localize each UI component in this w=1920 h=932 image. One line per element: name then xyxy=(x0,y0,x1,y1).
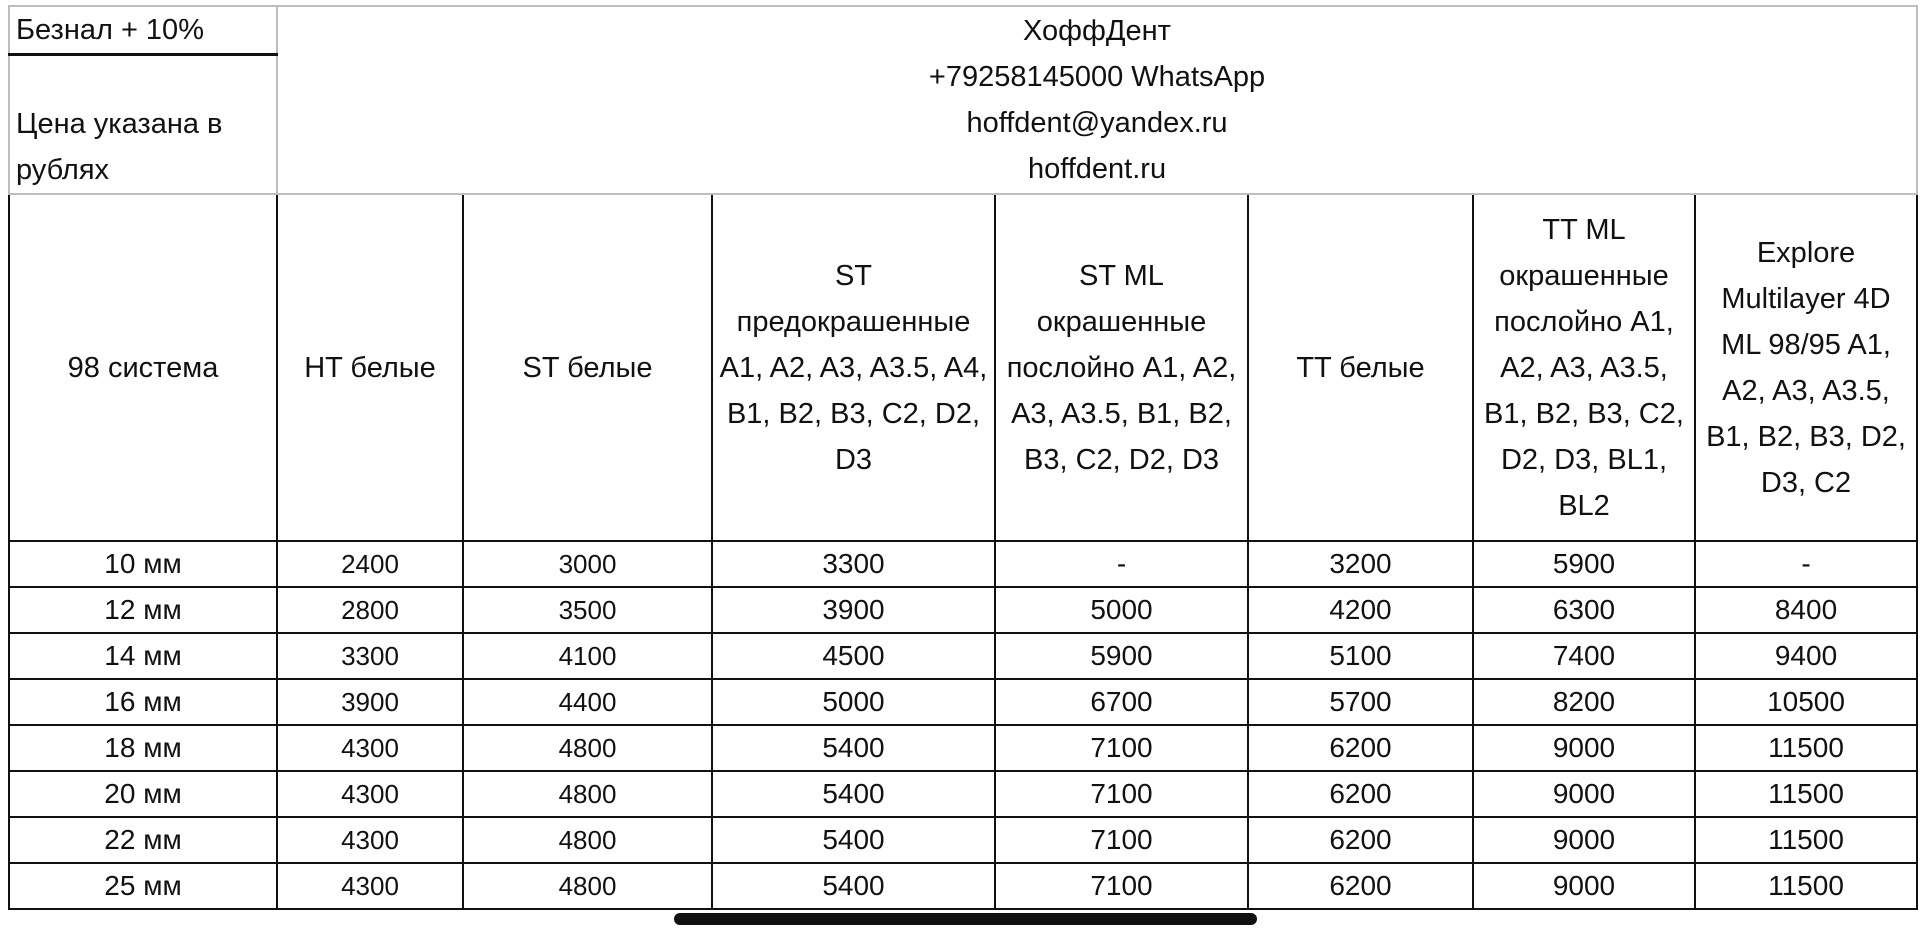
header-explore-ml: Explore Multilayer 4D ML 98/95 A1, A2, A3, A3.5, B1, B2, B3, D2, D3, C2 xyxy=(1695,194,1917,541)
price-cell: 7100 xyxy=(995,771,1248,817)
phone-number: +79258145000 WhatsApp xyxy=(928,61,1266,93)
price-cell: 5400 xyxy=(712,817,995,863)
price-cell: 10500 xyxy=(1695,679,1917,725)
price-cell: 6700 xyxy=(995,679,1248,725)
table-row xyxy=(9,725,1917,771)
price-cell: 4300 xyxy=(277,771,463,817)
thickness-cell: 16 мм xyxy=(9,679,277,725)
price-cell: 5400 xyxy=(712,771,995,817)
price-cell: - xyxy=(995,541,1248,587)
table-row xyxy=(9,541,1917,587)
header-ht-white: HT белые xyxy=(277,194,463,541)
price-cell: 4800 xyxy=(463,863,712,909)
price-cell: 4400 xyxy=(463,679,712,725)
price-cell: 5900 xyxy=(1473,541,1695,587)
price-cell: 3900 xyxy=(712,587,995,633)
table-row xyxy=(9,863,1917,909)
price-cell: 9000 xyxy=(1473,725,1695,771)
price-cell: 3200 xyxy=(1248,541,1473,587)
header-system: 98 система xyxy=(9,194,277,541)
header-st-ml: ST ML окрашенные послойно A1, A2, A3, A3.5, B1, B2, B3, C2, D2, D3 xyxy=(995,194,1248,541)
thickness-cell: 14 мм xyxy=(9,633,277,679)
price-cell: 2800 xyxy=(277,587,463,633)
price-cell: 4800 xyxy=(463,725,712,771)
price-cell: 7100 xyxy=(995,863,1248,909)
price-cell: 4300 xyxy=(277,725,463,771)
price-cell: 3900 xyxy=(277,679,463,725)
price-cell: 9000 xyxy=(1473,817,1695,863)
header-st-preshaded: ST предокрашенные A1, A2, A3, A3.5, A4, B1, B2, B3, C2, D2, D3 xyxy=(712,194,995,541)
price-cell: 7100 xyxy=(995,817,1248,863)
table-row xyxy=(9,633,1917,679)
price-cell: 5700 xyxy=(1248,679,1473,725)
price-cell: 7400 xyxy=(1473,633,1695,679)
price-cell: 6200 xyxy=(1248,725,1473,771)
thickness-cell: 18 мм xyxy=(9,725,277,771)
price-cell: 4800 xyxy=(463,771,712,817)
header-tt-ml: TT ML окрашенные послойно A1, A2, A3, A3.5, B1, B2, B3, C2, D2, D3, BL1, BL2 xyxy=(1473,194,1695,541)
price-cell: 11500 xyxy=(1695,725,1917,771)
email-address: hoffdent@yandex.ru xyxy=(966,107,1228,139)
price-cell: 3300 xyxy=(712,541,995,587)
price-cell: 3000 xyxy=(463,541,712,587)
price-cell: 7100 xyxy=(995,725,1248,771)
horizontal-scrollbar[interactable] xyxy=(674,913,1257,925)
price-table xyxy=(8,5,1918,910)
price-cell: 11500 xyxy=(1695,771,1917,817)
website: hoffdent.ru xyxy=(1027,153,1167,185)
price-cell: 8200 xyxy=(1473,679,1695,725)
currency-note: Цена указана в рублях xyxy=(9,55,277,195)
price-cell: 4300 xyxy=(277,863,463,909)
price-cell: 6200 xyxy=(1248,817,1473,863)
price-cell: 4500 xyxy=(712,633,995,679)
price-cell: 4100 xyxy=(463,633,712,679)
price-cell: 11500 xyxy=(1695,863,1917,909)
price-cell: 5000 xyxy=(712,679,995,725)
thickness-cell: 10 мм xyxy=(9,541,277,587)
price-cell: 6200 xyxy=(1248,863,1473,909)
thickness-cell: 12 мм xyxy=(9,587,277,633)
price-cell: 11500 xyxy=(1695,817,1917,863)
table-row xyxy=(9,587,1917,633)
price-cell: 8400 xyxy=(1695,587,1917,633)
header-row xyxy=(9,194,1917,541)
price-cell: 4800 xyxy=(463,817,712,863)
price-cell: 5100 xyxy=(1248,633,1473,679)
price-sheet xyxy=(8,5,1916,910)
price-cell: 9000 xyxy=(1473,771,1695,817)
table-row xyxy=(9,771,1917,817)
price-cell: 6300 xyxy=(1473,587,1695,633)
price-cell: 9000 xyxy=(1473,863,1695,909)
price-cell: 3500 xyxy=(463,587,712,633)
thickness-cell: 22 мм xyxy=(9,817,277,863)
price-cell: 4200 xyxy=(1248,587,1473,633)
price-cell: 2400 xyxy=(277,541,463,587)
price-cell: - xyxy=(1695,541,1917,587)
company-name: ХоффДент xyxy=(1023,15,1171,47)
price-cell: 3300 xyxy=(277,633,463,679)
table-row xyxy=(9,679,1917,725)
contact-block xyxy=(277,6,1917,194)
price-cell: 6200 xyxy=(1248,771,1473,817)
thickness-cell: 20 мм xyxy=(9,771,277,817)
thickness-cell: 25 мм xyxy=(9,863,277,909)
cashless-note: Безнал + 10% xyxy=(9,6,277,55)
price-cell: 4300 xyxy=(277,817,463,863)
price-cell: 5400 xyxy=(712,863,995,909)
price-cell: 5400 xyxy=(712,725,995,771)
price-cell: 5000 xyxy=(995,587,1248,633)
price-cell: 5900 xyxy=(995,633,1248,679)
header-st-white: ST белые xyxy=(463,194,712,541)
price-cell: 9400 xyxy=(1695,633,1917,679)
table-row xyxy=(9,817,1917,863)
header-tt-white: TT белые xyxy=(1248,194,1473,541)
